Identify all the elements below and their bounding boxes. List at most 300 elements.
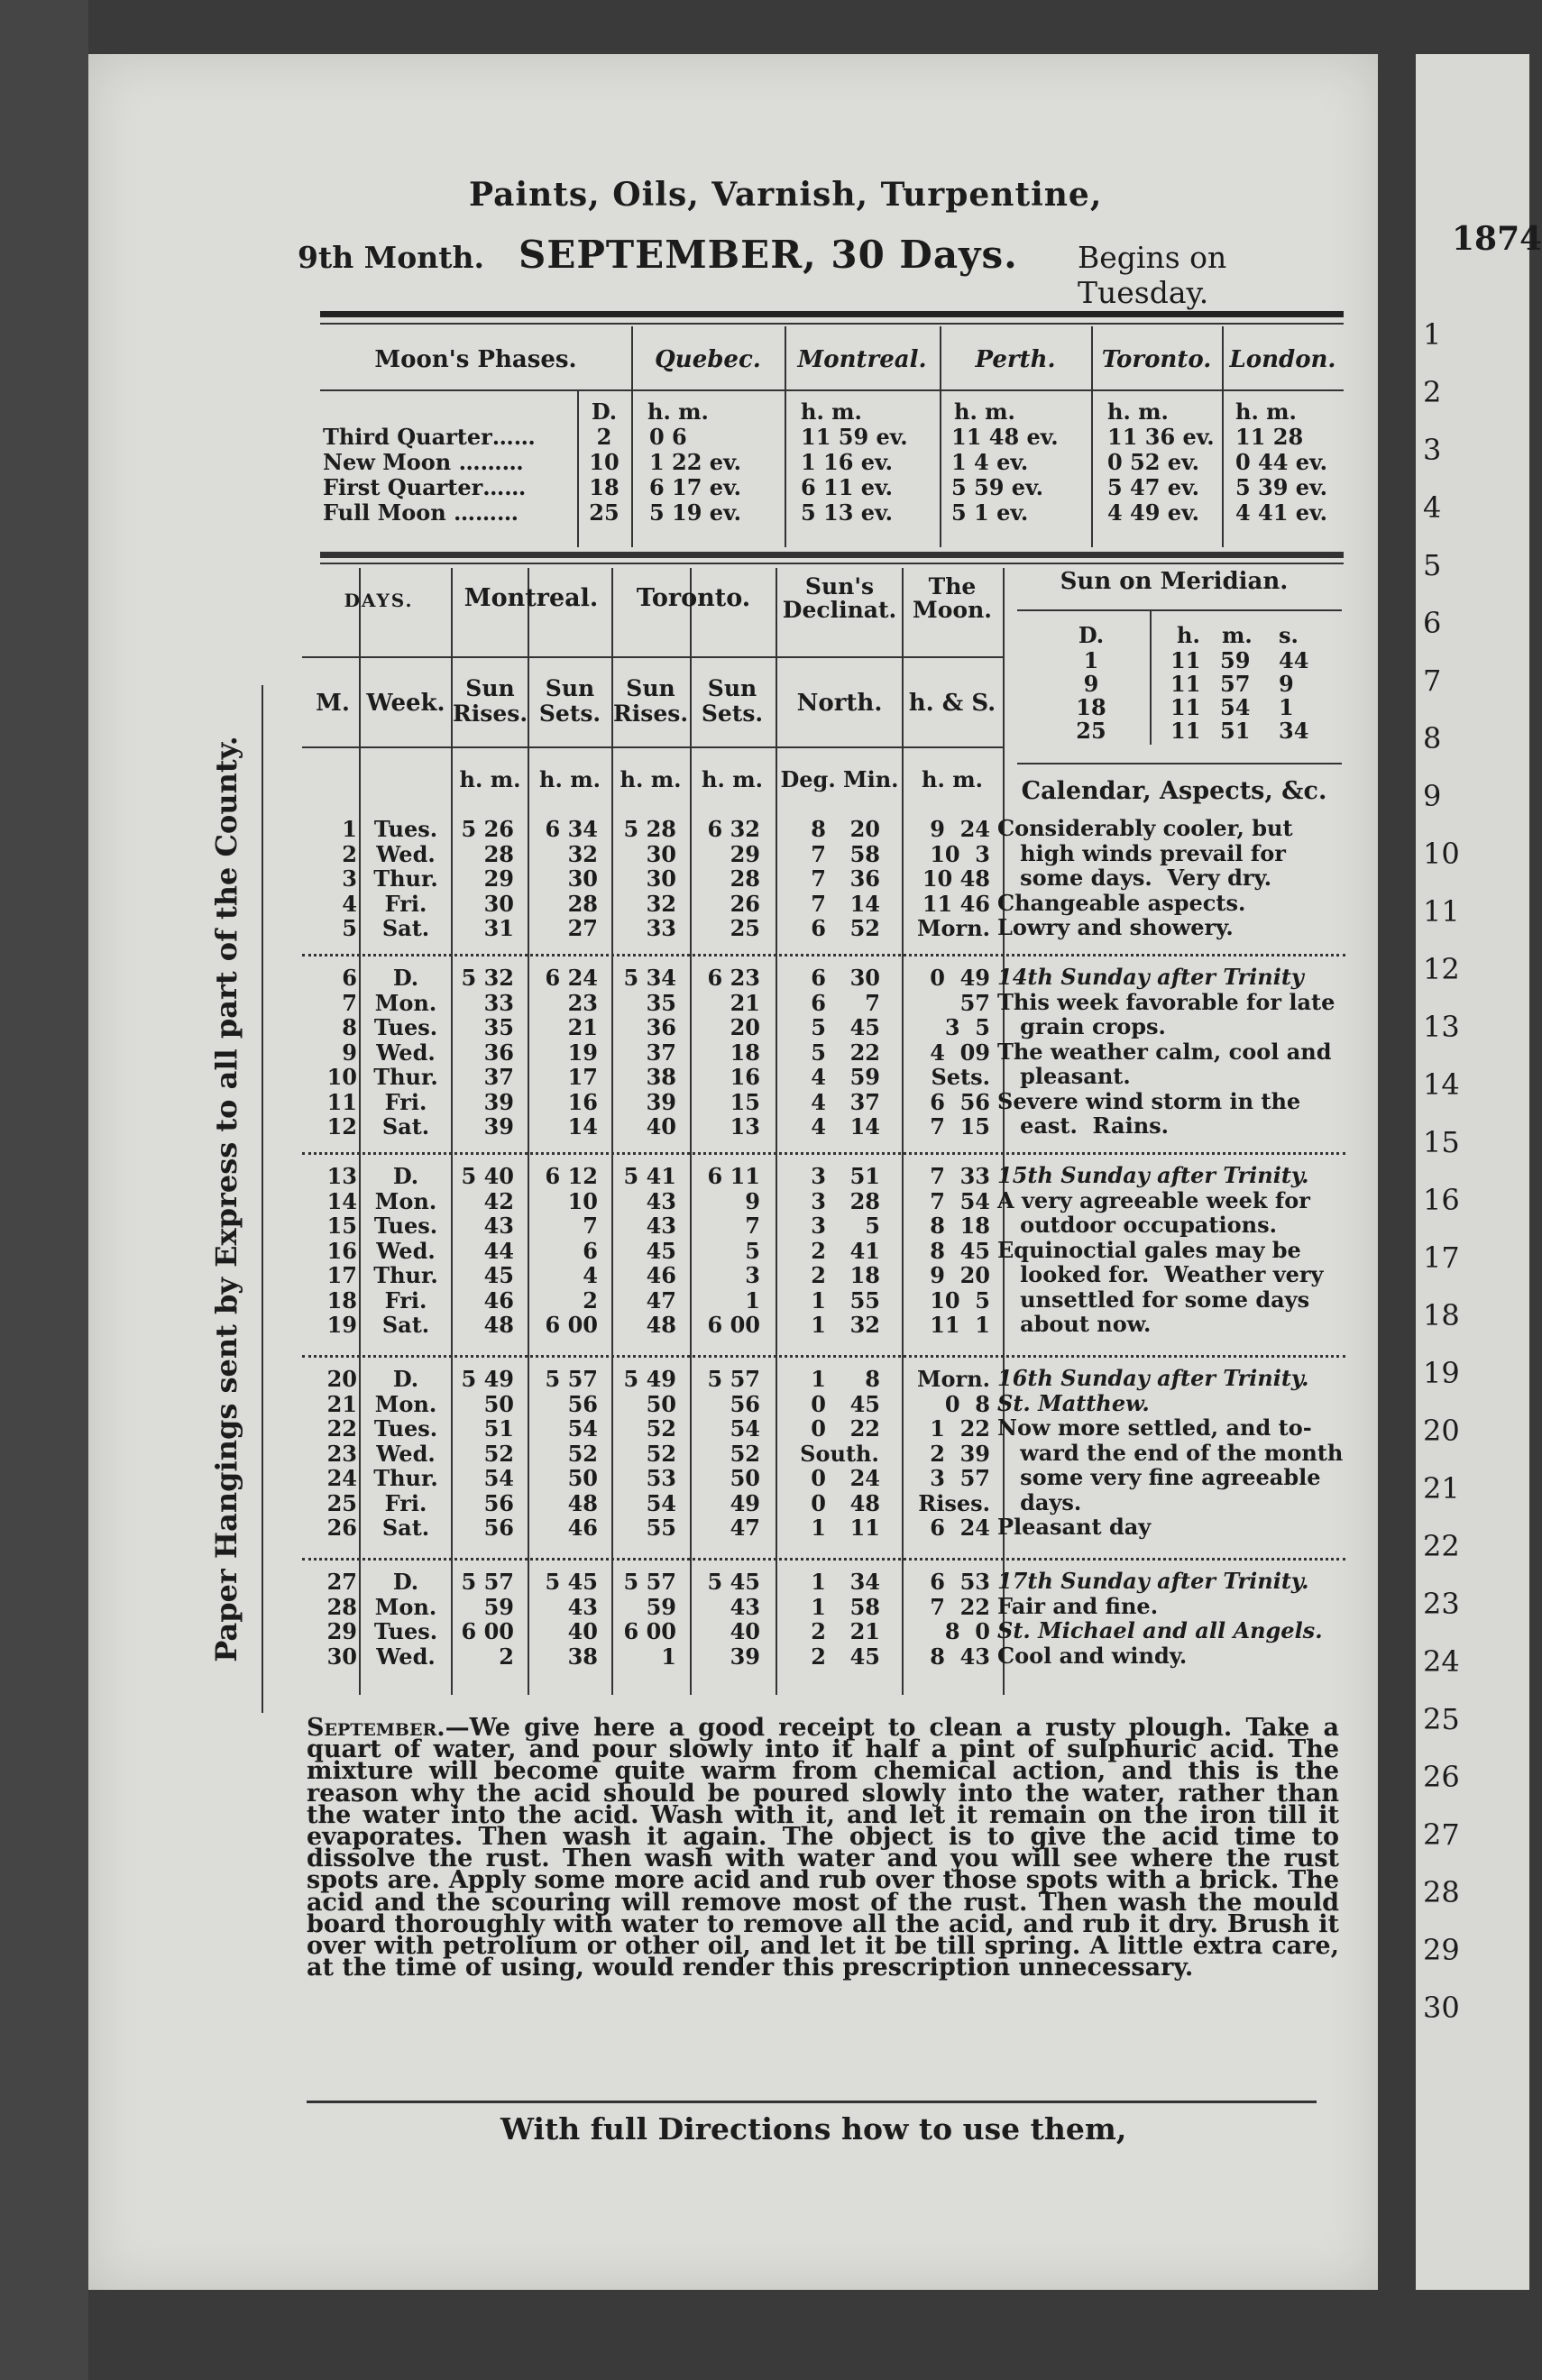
moon-sub-hm: h. m. [801, 398, 862, 425]
declination-min: 20 [849, 816, 880, 842]
montreal-sun-sets: 48 [567, 1489, 598, 1516]
day-of-month: 25 [326, 1489, 357, 1516]
toronto-sun-sets: 5 57 [707, 1366, 760, 1392]
day-of-week: Sat. [381, 1113, 430, 1140]
toronto-sun-sets: 54 [730, 1415, 760, 1442]
calendar-note: 16th Sunday after Trinity. [997, 1365, 1309, 1391]
calendar-note: east. Rains. [997, 1112, 1170, 1139]
calendar-note: Lowry and showery. [997, 914, 1234, 940]
day-of-month: 20 [326, 1366, 357, 1392]
montreal-sun-sets-head: Sun Sets. [538, 675, 601, 727]
declination-deg: 7 [811, 840, 826, 867]
declination-min: 30 [849, 965, 880, 991]
montreal-sun-rises: 45 [483, 1262, 514, 1288]
meridian-bottom-rule [1017, 763, 1342, 764]
right-page-day-number: 21 [1423, 1471, 1460, 1506]
day-of-week: Wed. [376, 1237, 436, 1264]
toronto-sun-sets: 16 [730, 1064, 760, 1090]
declination-min: 59 [849, 1064, 880, 1090]
toronto-sun-rises: 30 [646, 840, 676, 867]
day-of-month: 13 [326, 1163, 357, 1189]
day-of-week: Sat. [381, 1312, 430, 1338]
calendar-note: The weather calm, cool and [997, 1038, 1332, 1065]
moon-rise-set: 6 56 [930, 1088, 990, 1115]
moon-rise-set: 10 5 [930, 1286, 990, 1314]
meridian-min: 51 [1220, 718, 1251, 744]
calendar-note: Severe wind storm in the [997, 1087, 1301, 1114]
moon-rise-set: 8 43 [930, 1643, 990, 1670]
day-of-month: 8 [342, 1014, 357, 1040]
calendar-note: Fair and fine. [997, 1592, 1159, 1619]
moon-montreal: 1 16 ev. [801, 449, 893, 475]
toronto-sun-sets: 29 [730, 840, 760, 867]
montreal-sun-rises: 51 [483, 1415, 514, 1442]
declination-min: 5 [865, 1213, 880, 1239]
toronto-sun-sets: 18 [730, 1039, 760, 1066]
toronto-sun-rises: 43 [646, 1187, 676, 1214]
day-of-month: 29 [326, 1618, 357, 1644]
montreal-sun-sets: 6 24 [545, 965, 598, 991]
meridian-sec: 34 [1279, 718, 1309, 744]
day-of-week: Thur. [373, 865, 438, 892]
declination-deg: 2 [811, 1237, 826, 1264]
montreal-sun-sets: 52 [567, 1440, 598, 1467]
moon-perth: 5 1 ev. [951, 499, 1029, 526]
moon-rise-set: Sets. [931, 1064, 990, 1090]
calendar-note: Considerably cooler, but [997, 815, 1293, 841]
toronto-sun-rises: 52 [646, 1440, 676, 1467]
day-of-month: 11 [326, 1088, 357, 1115]
declination-min: 37 [849, 1088, 880, 1115]
day-of-week: Thur. [373, 1262, 438, 1288]
moon-london: 5 39 ev. [1235, 474, 1327, 500]
moon-bottom-rule [320, 552, 1344, 558]
right-page-day-number: 29 [1423, 1933, 1460, 1967]
toronto-sun-sets: 3 [745, 1262, 760, 1288]
montreal-sun-rises: 36 [483, 1039, 514, 1066]
moon-col-header: Quebec. [655, 346, 761, 373]
header-rule [302, 656, 1003, 658]
moon-phase-name: Full Moon ……… [323, 499, 519, 526]
moon-perth: 11 48 ev. [951, 424, 1059, 450]
moon-rise-set: 57 [959, 989, 990, 1016]
montreal-sun-sets: 14 [567, 1113, 598, 1140]
montreal-sun-sets: 17 [567, 1064, 598, 1090]
toronto-sun-sets: 56 [730, 1390, 760, 1417]
right-page-day-number: 18 [1423, 1298, 1460, 1332]
month-begins: Begins on Tuesday. [1078, 240, 1227, 310]
montreal-sun-rises: 29 [483, 865, 514, 892]
calendar-note: high winds prevail for [997, 839, 1286, 866]
moon-sub-hm: h. m. [954, 398, 1015, 425]
moon-sub-hm: h. m. [647, 398, 709, 425]
toronto-sun-sets: 6 11 [707, 1163, 760, 1189]
moon-phase-name: Third Quarter…… [323, 424, 536, 450]
moon-rise-set: 6 24 [930, 1515, 990, 1541]
toronto-sun-sets: 15 [730, 1088, 760, 1115]
declination-deg: 5 [811, 1014, 826, 1040]
moon-rise-set: Rises. [918, 1489, 990, 1516]
toronto-sun-rises: 39 [646, 1088, 676, 1115]
toronto-sun-sets: 6 32 [707, 816, 760, 842]
moon-rise-set: Morn. [916, 915, 990, 941]
h-and-s-head: h. & S. [908, 690, 996, 717]
toronto-sun-rises: 54 [646, 1489, 676, 1516]
moon-sub-d: D. [591, 398, 618, 425]
calendar-note: outdoor occupations. [997, 1212, 1277, 1238]
calendar-note: days. [997, 1488, 1082, 1515]
right-page-day-number: 5 [1423, 548, 1442, 582]
right-page-day-number: 10 [1423, 837, 1460, 871]
footer-rule [307, 2101, 1317, 2103]
calendar-note: about now. [997, 1311, 1152, 1337]
montreal-sun-sets: 40 [567, 1618, 598, 1644]
declination-deg: 6 [811, 965, 826, 991]
day-of-week: Tues. [373, 1213, 438, 1239]
moon-rise-set: 0 8 [944, 1390, 990, 1417]
declination-deg: 0 [811, 1415, 826, 1442]
calendar-note: Cool and windy. [997, 1642, 1188, 1669]
moon-perth: 1 4 ev. [951, 449, 1029, 475]
declination-deg: 5 [811, 1039, 826, 1066]
right-page-day-number: 15 [1423, 1125, 1460, 1159]
week-separator [302, 1152, 1345, 1155]
right-page-day-number: 2 [1423, 375, 1442, 409]
declination: South. [800, 1440, 879, 1467]
montreal-sun-sets: 32 [567, 840, 598, 867]
moon-london: 11 28 [1235, 424, 1304, 450]
moon-col-divider [1222, 326, 1224, 547]
declination-deg: 0 [811, 1489, 826, 1516]
moon-rise-set: 4 09 [930, 1039, 990, 1066]
declination-min: 45 [849, 1014, 880, 1040]
day-of-week: Tues. [373, 1014, 438, 1040]
montreal-header: Montreal. [464, 584, 599, 612]
day-of-week: Fri. [384, 1088, 427, 1115]
toronto-sun-rises: 46 [646, 1262, 676, 1288]
day-of-month: 24 [326, 1465, 357, 1491]
meridian-hour: 11 [1170, 718, 1201, 744]
toronto-sun-rises: 1 [661, 1643, 676, 1670]
declination-min: 51 [849, 1163, 880, 1189]
toronto-sun-sets: 13 [730, 1113, 760, 1140]
moon-rise-set: 6 53 [930, 1569, 990, 1595]
calendar-note: ward the end of the month [997, 1439, 1344, 1466]
montreal-sun-rises: 52 [483, 1440, 514, 1467]
montreal-sun-sets: 4 [583, 1262, 598, 1288]
meridian-day: 25 [1076, 718, 1106, 744]
montreal-sun-sets: 50 [567, 1465, 598, 1491]
toronto-sun-rises: 5 57 [623, 1569, 676, 1595]
declination-deg: 1 [811, 1515, 826, 1541]
montreal-sun-sets: 2 [583, 1286, 598, 1314]
calendar-note: Equinoctial gales may be [997, 1236, 1301, 1263]
montreal-sets-units: h. m. [539, 766, 601, 792]
moon-quebec: 0 6 [649, 424, 687, 450]
declination-deg: 2 [811, 1643, 826, 1670]
moon-montreal: 5 13 ev. [801, 499, 893, 526]
day-of-month: 3 [342, 865, 357, 892]
right-page-day-number: 20 [1423, 1414, 1460, 1448]
day-of-month: 17 [326, 1262, 357, 1288]
right-page-day-number: 7 [1423, 664, 1442, 698]
moon-montreal: 11 59 ev. [801, 424, 908, 450]
day-of-week: Wed. [376, 1440, 436, 1467]
meridian-hour: 11 [1170, 647, 1201, 673]
montreal-split [451, 656, 453, 746]
declination-deg: 0 [811, 1390, 826, 1417]
declination-deg: 7 [811, 890, 826, 917]
day-of-month: 27 [326, 1569, 357, 1595]
day-of-week: Sat. [381, 1515, 430, 1541]
meridian-d-head: D. [1078, 622, 1105, 648]
september-note-body: —We give here a good receipt to clean a rusty plough. Take a quart of water, and pour slowly into it half a pint of sulphuric acid. The mixture will become quite warm from chemical action, and this is the reason why the acid should be poured slowly into the water, rather than the water into the acid. Wash with it, and let it remain on the iron till it evaporates. Then wash it again. The object is to give the acid time to dissolve the rust. Then wash with water and you will see where the rust spots are. Apply some more acid and rub over those spots with a brick. The acid and the scouring will remove most of the rust. Then wash the mould board thoroughly with water to remove all the acid, and rub it dry. Brush it over with petrolium or other oil, and let it be till spring. A little extra care, at the time of using, would render this prescription unnecessary. [307, 1714, 1339, 1982]
moon-rise-set: 2 39 [930, 1440, 990, 1467]
table-col-divider [359, 568, 361, 1695]
montreal-sun-sets: 21 [567, 1014, 598, 1040]
calendar-note: Now more settled, and to- [997, 1414, 1312, 1441]
day-of-month: 16 [326, 1237, 357, 1264]
calendar-note: 17th Sunday after Trinity. [997, 1568, 1309, 1594]
montreal-sun-rises: 42 [483, 1187, 514, 1214]
montreal-sun-sets: 6 34 [545, 816, 598, 842]
moon-toronto: 4 49 ev. [1107, 499, 1199, 526]
toronto-sun-sets: 9 [745, 1187, 760, 1214]
calendar-note: This week favorable for late [997, 988, 1335, 1015]
day-of-month: 15 [326, 1213, 357, 1239]
calendar-note: looked for. Weather very [997, 1261, 1324, 1287]
calendar-note: 14th Sunday after Trinity [997, 964, 1304, 990]
day-of-week: Wed. [376, 840, 436, 867]
right-page-day-number: 23 [1423, 1587, 1460, 1621]
right-page-day-number: 11 [1423, 894, 1460, 929]
moon-col-divider [940, 326, 941, 547]
day-of-week: Fri. [384, 890, 427, 917]
scan-background-left [0, 0, 88, 2380]
meridian-hour: 11 [1170, 694, 1201, 720]
montreal-sun-sets: 10 [567, 1187, 598, 1214]
declination-min: 22 [849, 1039, 880, 1066]
right-page-day-number: 12 [1423, 952, 1460, 986]
page-header-title: Paints, Oils, Varnish, Turpentine, [469, 176, 1103, 214]
montreal-sun-rises: 50 [483, 1390, 514, 1417]
toronto-rises-units: h. m. [620, 766, 682, 792]
moon-bottom-rule-thin [320, 563, 1344, 564]
toronto-sun-rises: 53 [646, 1465, 676, 1491]
declination-min: 45 [849, 1390, 880, 1417]
calendar-note: pleasant. [997, 1063, 1131, 1089]
moon-phase-day: 25 [589, 499, 620, 526]
calendar-note: 15th Sunday after Trinity. [997, 1162, 1309, 1188]
day-of-month: 5 [342, 915, 357, 941]
moon-header-rule [320, 389, 1344, 391]
day-of-month: 22 [326, 1415, 357, 1442]
montreal-sun-rises: 33 [483, 989, 514, 1016]
meridian-sec: 1 [1279, 694, 1294, 720]
declination-deg: 1 [811, 1593, 826, 1620]
toronto-sun-rises: 45 [646, 1237, 676, 1264]
montreal-sun-sets: 5 45 [545, 1569, 598, 1595]
declination-deg: 4 [811, 1088, 826, 1115]
moon-rise-set: 7 15 [930, 1113, 990, 1140]
declination-deg: 1 [811, 1569, 826, 1595]
moon-phase-day: 10 [589, 449, 620, 475]
day-of-week: Mon. [374, 1593, 437, 1620]
declination-min: 32 [849, 1312, 880, 1338]
toronto-sun-sets: 21 [730, 989, 760, 1016]
toronto-header: Toronto. [636, 584, 751, 612]
declination-deg: 6 [811, 989, 826, 1016]
toronto-sun-rises: 59 [646, 1593, 676, 1620]
montreal-sun-sets: 56 [567, 1390, 598, 1417]
moon-rise-set: 3 5 [944, 1014, 990, 1040]
declination-min: 21 [849, 1618, 880, 1644]
deg-min-units: Deg. Min. [780, 766, 899, 792]
moon-quebec: 1 22 ev. [649, 449, 741, 475]
declination-deg: 0 [811, 1465, 826, 1491]
declination-min: 22 [849, 1415, 880, 1442]
toronto-sun-rises-head: Sun Rises. [613, 675, 689, 727]
september-note-lead: September. [307, 1714, 445, 1742]
toronto-sun-rises: 5 49 [623, 1366, 676, 1392]
declination-deg: 1 [811, 1286, 826, 1314]
moon-units: h. m. [922, 766, 983, 792]
day-of-month: 10 [326, 1064, 357, 1090]
right-page-day-number: 19 [1423, 1356, 1460, 1390]
toronto-sun-rises: 5 34 [623, 965, 676, 991]
montreal-sun-rises: 54 [483, 1465, 514, 1491]
montreal-sun-sets: 23 [567, 989, 598, 1016]
moon-sub-hm: h. m. [1235, 398, 1297, 425]
declination-min: 45 [849, 1643, 880, 1670]
day-of-week: Tues. [373, 816, 438, 842]
day-of-month: 2 [342, 840, 357, 867]
montreal-rises-units: h. m. [459, 766, 521, 792]
meridian-day: 1 [1083, 647, 1099, 673]
montreal-sun-sets: 27 [567, 915, 598, 941]
toronto-sun-sets: 47 [730, 1515, 760, 1541]
moon-rise-set: 9 20 [930, 1262, 990, 1288]
right-page-day-number: 22 [1423, 1529, 1460, 1563]
moon-rise-set: Morn. [916, 1366, 990, 1392]
declination-min: 28 [849, 1187, 880, 1214]
right-page-day-number: 27 [1423, 1817, 1460, 1852]
calendar-note: Changeable aspects. [997, 889, 1246, 916]
declination-deg: 2 [811, 1618, 826, 1644]
september-note [307, 1714, 1339, 1982]
moon-sub-hm: h. m. [1107, 398, 1169, 425]
moon-rise-set: 1 22 [930, 1415, 990, 1442]
day-of-month: 7 [342, 989, 357, 1016]
day-of-month: 9 [342, 1039, 357, 1066]
moon-col-header: Moon's Phases. [374, 346, 577, 373]
month-number: 9th Month. [298, 240, 484, 275]
moon-quebec: 6 17 ev. [649, 474, 741, 500]
right-page-day-number: 28 [1423, 1875, 1460, 1909]
montreal-sun-sets: 6 [583, 1237, 598, 1264]
montreal-sun-sets: 38 [567, 1643, 598, 1670]
day-of-week: D. [392, 965, 419, 991]
meridian-min: 59 [1220, 647, 1251, 673]
day-of-month: 19 [326, 1312, 357, 1338]
moon-col-divider [631, 326, 633, 547]
toronto-sun-rises: 33 [646, 915, 676, 941]
toronto-sun-sets: 1 [745, 1286, 760, 1314]
declination-deg: 1 [811, 1312, 826, 1338]
montreal-sun-sets: 28 [567, 890, 598, 917]
moon-rise-set: 10 3 [930, 840, 990, 867]
right-page-day-number: 26 [1423, 1760, 1460, 1794]
day-of-month: 14 [326, 1187, 357, 1214]
day-of-month: 12 [326, 1113, 357, 1140]
montreal-sun-rises-head: Sun Rises. [453, 675, 528, 727]
toronto-sun-rises: 40 [646, 1113, 676, 1140]
toronto-sun-rises: 52 [646, 1415, 676, 1442]
north-head: North. [796, 690, 883, 717]
moon-rise-set: 8 45 [930, 1237, 990, 1264]
montreal-sun-rises: 2 [499, 1643, 514, 1670]
montreal-sun-rises: 59 [483, 1593, 514, 1620]
toronto-sun-sets: 5 [745, 1237, 760, 1264]
day-of-week: Thur. [373, 1064, 438, 1090]
day-of-month: 23 [326, 1440, 357, 1467]
declination-deg: 4 [811, 1113, 826, 1140]
col-week-head: Week. [366, 690, 445, 717]
montreal-sun-sets: 30 [567, 865, 598, 892]
moon-col-divider [785, 326, 786, 547]
day-of-month: 4 [342, 890, 357, 917]
montreal-sun-sets: 6 00 [545, 1312, 598, 1338]
montreal-sun-rises: 39 [483, 1113, 514, 1140]
montreal-sun-sets: 19 [567, 1039, 598, 1066]
meridian-sec: 44 [1279, 647, 1309, 673]
montreal-sun-sets: 54 [567, 1415, 598, 1442]
moon-rise-set: 9 24 [930, 816, 990, 842]
declination-deg: 6 [811, 915, 826, 941]
toronto-sun-rises: 32 [646, 890, 676, 917]
declination-min: 11 [849, 1515, 880, 1541]
week-separator [302, 1355, 1345, 1358]
day-of-week: Thur. [373, 1465, 438, 1491]
moon-rise-set: 10 48 [922, 865, 990, 892]
day-of-month: 1 [342, 816, 357, 842]
toronto-sun-sets: 7 [745, 1213, 760, 1239]
declinat-header: Sun's Declinat. [782, 573, 897, 623]
montreal-sun-rises: 5 26 [461, 816, 514, 842]
meridian-m-head: m. [1222, 622, 1253, 648]
toronto-sun-sets: 25 [730, 915, 760, 941]
moon-rise-set: 7 33 [930, 1163, 990, 1189]
montreal-sun-rises: 56 [483, 1489, 514, 1516]
moon-rise-set: 0 49 [930, 965, 990, 991]
moon-london: 0 44 ev. [1235, 449, 1327, 475]
montreal-sun-rises: 37 [483, 1064, 514, 1090]
day-of-month: 18 [326, 1286, 357, 1314]
calendar-note: St. Michael and all Angels. [997, 1617, 1323, 1643]
montreal-sun-rises: 28 [483, 840, 514, 867]
declination-deg: 2 [811, 1262, 826, 1288]
toronto-sun-rises: 5 41 [623, 1163, 676, 1189]
right-page-day-number: 6 [1423, 606, 1442, 640]
montreal-sun-rises: 35 [483, 1014, 514, 1040]
moon-rise-set: 7 54 [930, 1187, 990, 1214]
moon-montreal: 6 11 ev. [801, 474, 893, 500]
moon-col-header: Perth. [975, 346, 1056, 373]
moon-phase-name: First Quarter…… [323, 474, 527, 500]
day-of-week: D. [392, 1366, 419, 1392]
day-of-week: Tues. [373, 1415, 438, 1442]
calendar-note: some very fine agreeable [997, 1464, 1321, 1490]
